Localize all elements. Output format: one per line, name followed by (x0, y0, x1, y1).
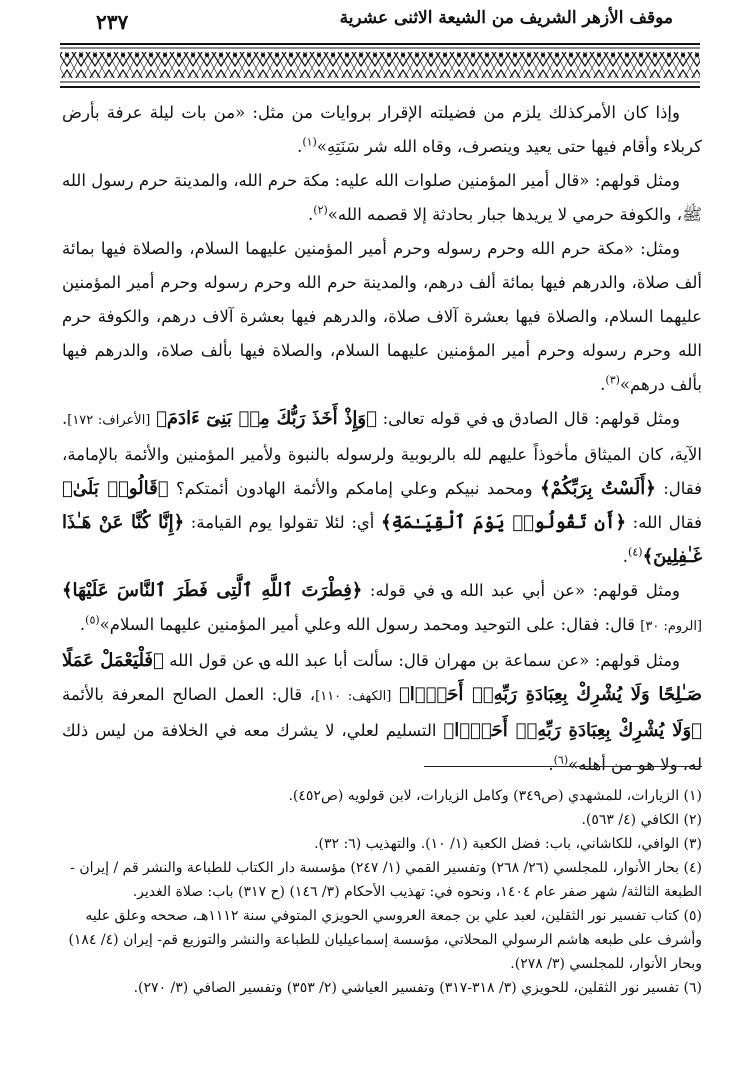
main-text (62, 96, 702, 782)
quran-verse-7: ﴿فَلْيَعْمَلْ عَمَلًا صَـٰلِحًا وَلَا يُشْرِكْ بِعِبَادَةِ رَبِّهِۦٓ أَحَدًۢا﴾ (62, 650, 703, 705)
verse-reference-3: [الكهف: ١١٠] (315, 689, 392, 704)
paragraph-6-text-b: ، قال: العمل الصالح المعرفة بالأئمة (62, 685, 316, 704)
paragraph-5-text-b: قال: فقال: على التوحيد ومحمد رسول الله وعلي أمير المؤمنين عليهما السلام» (99, 615, 636, 634)
footnote-6: (٦) تفسير نور الثقلين، للحويزي (٣/ ٣١٨-٣١٧) وتفسير العياشي (٢/ ٣٥٣) وتفسير الصافي (٣/ ٢٧٠). (133, 980, 702, 996)
footnote-3: (٣) الوافي، للكاشاني، باب: فضل الكعبة (١/ ١٠). والتهذيب (٦: ٣٢). (314, 836, 702, 852)
verse-reference-2: [الروم: ٣٠] (640, 619, 702, 634)
quran-verse-8: ﴿وَلَا يُشْرِكْ بِعِبَادَةِ رَبِّهِۦٓ أَحَدًۢا﴾ (443, 720, 702, 741)
footnotes (50, 784, 702, 1000)
footnote-2: (٢) الكافي (٤/ ٥٦٣). (581, 812, 702, 828)
footnote-ref-5: (٥) (85, 613, 100, 627)
quran-verse-5: ﴿إِنَّا كُنَّا عَنْ هَـٰذَا غَـٰفِلِينَ﴾ (62, 512, 702, 567)
quran-verse-4: ﴿أَن تَقُولُوا۟ يَوْمَ ٱلْقِيَـٰمَةِ﴾ (381, 512, 626, 533)
page-number: ٢٣٧ (96, 10, 129, 34)
footnote-ref-1: (١) (302, 135, 317, 149)
paragraph-6: ومثل قولهم: «عن سماعة بن مهران قال: سألت أبا عبد الله ؈ عن قول الله ﴿فَلْيَعْمَلْ عَمَلًا صَـٰلِحًا وَلَا يُشْرِكْ بِعِبَادَةِ رَبِّهِۦٓ أَحَدًۢا﴾ [الكهف: ١١٠]، قال: العمل الصالح المعرفة بالأئمة ﴿وَلَا يُشْرِكْ بِعِبَادَةِ رَبِّهِۦٓ أَحَدًۢا﴾ التسليم لعلي، لا يشرك معه في الخلافة من ليس ذلك له، ولا هو من أهله»$^{(٦)}$. (62, 650, 703, 774)
footnote-ref-6: (٦) (553, 753, 569, 767)
footnote-ref-3: (٣) (605, 373, 620, 387)
footnote-5: (٥) كتاب تفسير نور الثقلين، لعبد علي بن جمعة العروسي الحويزي المتوفي سنة ١١١٢هـ، صححه وعلق عليه وأشرف على طبعه هاشم الرسولي المحلاتي، مؤسسة إسماعيليان للطباعة والنشر والتوزيع قم- إيران (٤/ ١٨٤) وبحار الأنوار، للمجلسي (٣/ ٢٧٨). (68, 908, 702, 972)
footnote-ref-4: (٤) (628, 545, 643, 559)
paragraph-2: ومثل قولهم: «قال أمير المؤمنين صلوات الله عليه: مكة حرم الله، والمدينة حرم رسول الله ﷺ، والكوفة حرمي لا يريدها جبار بحادثة إلا قصمه الله»$^{(٢)}$. (62, 171, 702, 224)
paragraph-3: ومثل: «مكة حرم الله وحرم رسوله وحرم أمير المؤمنين عليهما السلام، والصلاة فيها بمائة ألف صلاة، والدرهم فيها بمائة ألف درهم، والمدينة حرم الله وحرم رسوله وحرم أمير المؤمنين عليهما السلام، والصلاة فيها بعشرة آلاف صلاة، والدرهم فيها بعشرة آلاف درهم، والكوفة حرم الله وحرم رسوله وحرم أمير المؤمنين عليهما السلام، والصلاة فيها بألف صلاة، والدرهم فيها بألف درهم»$^{(٣)}$. (62, 239, 702, 394)
ornamental-header-band (60, 42, 700, 90)
paragraph-5: ومثل قولهم: «عن أبي عبد الله ؈ في قوله: ﴿فِطْرَتَ ٱللَّهِ ٱلَّتِى فَطَرَ ٱلنَّاسَ عَلَيْهَا﴾ [الروم: ٣٠] قال: فقال: على التوحيد ومحمد رسول الله وعلي أمير المؤمنين عليهما السلام»$^{(٥)}$. (62, 580, 702, 634)
paragraph-4-text-e: أي: لئلا تقولوا يوم القيامة: (190, 513, 375, 532)
paragraph-6-text-a: ومثل قولهم: «عن سماعة بن مهران قال: سألت أبا عبد الله ؈ عن قول الله (169, 651, 680, 670)
paragraph-2-text: ومثل قولهم: «قال أمير المؤمنين صلوات الله عليه: مكة حرم الله، والمدينة حرم رسول الله ﷺ، والكوفة حرمي لا يريدها جبار بحادثة إلا قصمه الله» (62, 171, 702, 224)
paragraph-4-text-a: ومثل قولهم: قال الصادق ؈ في قوله تعالى: (382, 409, 680, 428)
paragraph-6-text-c: التسليم لعلي، لا يشرك معه في الخلافة من ليس ذلك له، ولا هو من أهله» (62, 721, 702, 774)
paragraph-4-text-b: . الآية، كان الميثاق مأخوذاً عليهم لله بالربوبية ولرسوله بالنبوة ولأمير المؤمنين والأئمة بالإمامة، فقال: (62, 409, 703, 498)
quran-verse-6: ﴿فِطْرَتَ ٱللَّهِ ٱلَّتِى فَطَرَ ٱلنَّاسَ عَلَيْهَا﴾ (62, 580, 363, 601)
footnote-4: (٤) بحار الأنوار، للمجلسي (٢٦/ ٢٦٨) وتفسير القمي (١/ ٢٤٧) مؤسسة دار الكتاب للطباعة والنشر قم / إيران - الطبعة الثالثة/ شهر صفر عام ١٤٠٤، ونحوه في: تهذيب الأحكام (٣/ ١٤٦) (ح ٣١٧) باب: صلاة الغدير. (70, 860, 702, 900)
paragraph-3-text: ومثل: «مكة حرم الله وحرم رسوله وحرم أمير المؤمنين عليهما السلام، والصلاة فيها بمائة ألف صلاة، والدرهم فيها بمائة ألف درهم، والمدينة حرم الله وحرم رسوله وحرم أمير المؤمنين عليهما السلام، والصلاة فيها بعشرة آلاف صلاة، والدرهم فيها بعشرة آلاف درهم، والكوفة حرم الله وحرم رسوله وحرم أمير المؤمنين عليهما السلام، والصلاة فيها بألف صلاة، والدرهم فيها بألف درهم» (62, 239, 702, 394)
footnote-1: (١) الزيارات، للمشهدي (ص٣٤٩) وكامل الزيارات، لابن قولويه (ص٤٥٢). (288, 788, 702, 804)
quran-verse-2: ﴿أَلَسْتُ بِرَبِّكُمْ﴾ (540, 478, 656, 499)
quran-verse-1: ﴿وَإِذْ أَخَذَ رَبُّكَ مِنۢ بَنِىٓ ءَادَمَ﴾ (156, 408, 377, 429)
footnote-separator (424, 766, 702, 767)
running-title: موقف الأزهر الشريف من الشيعة الاثنى عشرية (339, 8, 673, 28)
paragraph-4-text-c: ومحمد نبيكم وعلي إمامكم والأئمة الهادون أئمتكم؟ (176, 479, 533, 498)
footnote-ref-2: (٢) (313, 203, 328, 217)
paragraph-5-text-a: ومثل قولهم: «عن أبي عبد الله ؈ في قوله: (369, 581, 681, 600)
verse-reference-1: [الأعراف: ١٧٢] (67, 413, 151, 428)
paragraph-1-text: وإذا كان الأمركذلك يلزم من فضيلته الإقرار بروايات من مثل: «من بات ليلة عرفة بأرض كربلاء وأقام فيها حتى يعيد وينصرف، وقاه الله شر سَنَتِهِ» (62, 103, 702, 156)
quran-verse-3: ﴿قَالُوا۟ بَلَىٰ﴾ (62, 478, 169, 499)
paragraph-4: ومثل قولهم: قال الصادق ؈ في قوله تعالى: ﴿وَإِذْ أَخَذَ رَبُّكَ مِنۢ بَنِىٓ ءَادَمَ﴾ [الأعراف: ١٧٢]. الآية، كان الميثاق مأخوذاً عليهم لله بالربوبية ولرسوله بالنبوة ولأمير المؤمنين والأئمة بالإمامة، فقال: ﴿أَلَسْتُ بِرَبِّكُمْ﴾ ومحمد نبيكم وعلي إمامكم والأئمة الهادون أئمتكم؟ ﴿قَالُوا۟ بَلَىٰ﴾ فقال الله: ﴿أَن تَقُولُوا۟ يَوْمَ ٱلْقِيَـٰمَةِ﴾ أي: لئلا تقولوا يوم القيامة: ﴿إِنَّا كُنَّا عَنْ هَـٰذَا غَـٰفِلِينَ﴾$^{(٤)}$. (62, 408, 703, 567)
paragraph-4-text-d: فقال الله: (632, 513, 703, 532)
paragraph-1: وإذا كان الأمركذلك يلزم من فضيلته الإقرار بروايات من مثل: «من بات ليلة عرفة بأرض كربلاء وأقام فيها حتى يعيد وينصرف، وقاه الله شر سَنَتِهِ»$^{(١)}$. (62, 103, 702, 156)
